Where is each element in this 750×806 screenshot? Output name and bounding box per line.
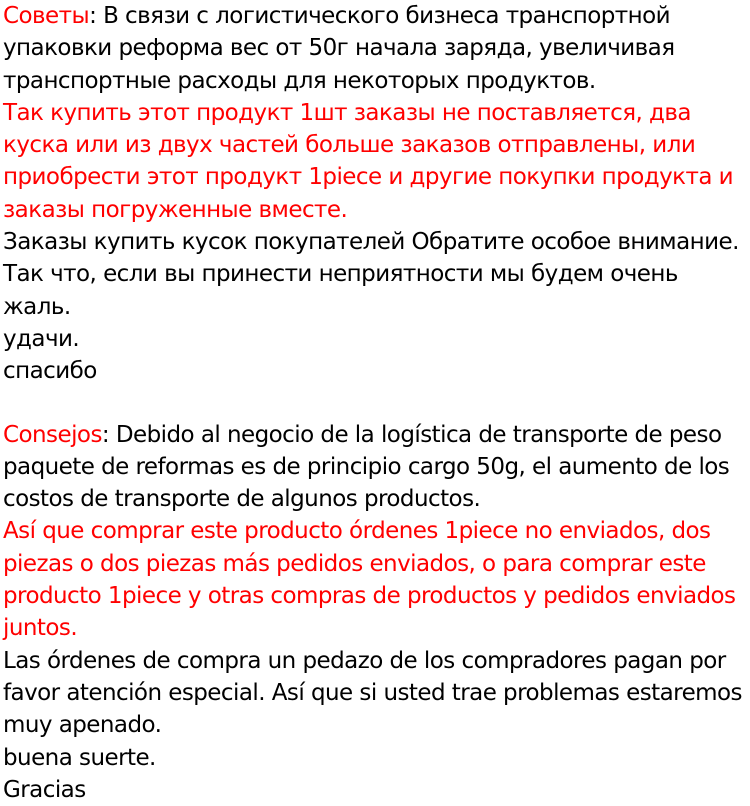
spanish-tips-label: Consejos (3, 421, 102, 448)
russian-notice-text: Заказы купить кусок покупателей Обратите особое внимание. Так что, если вы принести неприятности мы будем очень жаль. (3, 229, 739, 320)
spanish-thanks-text: Gracias (3, 776, 86, 803)
spanish-notice-text: Las órdenes de compra un pedazo de los compradores pagan por favor atención especial. Así que si usted trae problemas estaremos muy apenado. (3, 647, 742, 739)
russian-tips-label: Советы (3, 3, 90, 29)
russian-intro-paragraph (3, 0, 748, 97)
russian-thanks-text: спасибо (3, 358, 97, 385)
russian-intro-text: : В связи с логистического бизнеса транспортной упаковки реформа вес от 50г начала заряда, увеличивая транспортные расходы для некоторых продуктов. (3, 3, 675, 94)
spanish-warning-text: Así que comprar este producto órdenes 1piece no enviados, dos piezas o dos piezas más pedidos enviados, o para comprar este producto 1piece y otras compras de productos y pedidos enviados juntos. (3, 518, 736, 642)
russian-luck-text: удачи. (3, 325, 80, 352)
spanish-intro-paragraph (3, 419, 748, 516)
spanish-luck-text: buena suerte. (3, 744, 156, 771)
spanish-notice (3, 419, 748, 806)
russian-notice (3, 0, 748, 388)
section-spacer (3, 388, 748, 419)
russian-warning-text: Так купить этот продукт 1шт заказы не поставляется, два куска или из двух частей больше заказов отправлены, или приобрести этот продукт 1piece и другие покупки продукта и заказы погруженные вместе. (3, 99, 734, 223)
spanish-intro-text: : Debido al negocio de la logística de transporte de peso paquete de reformas es de principio cargo 50g, el aumento de los costos de transporte de algunos productos. (3, 421, 730, 513)
